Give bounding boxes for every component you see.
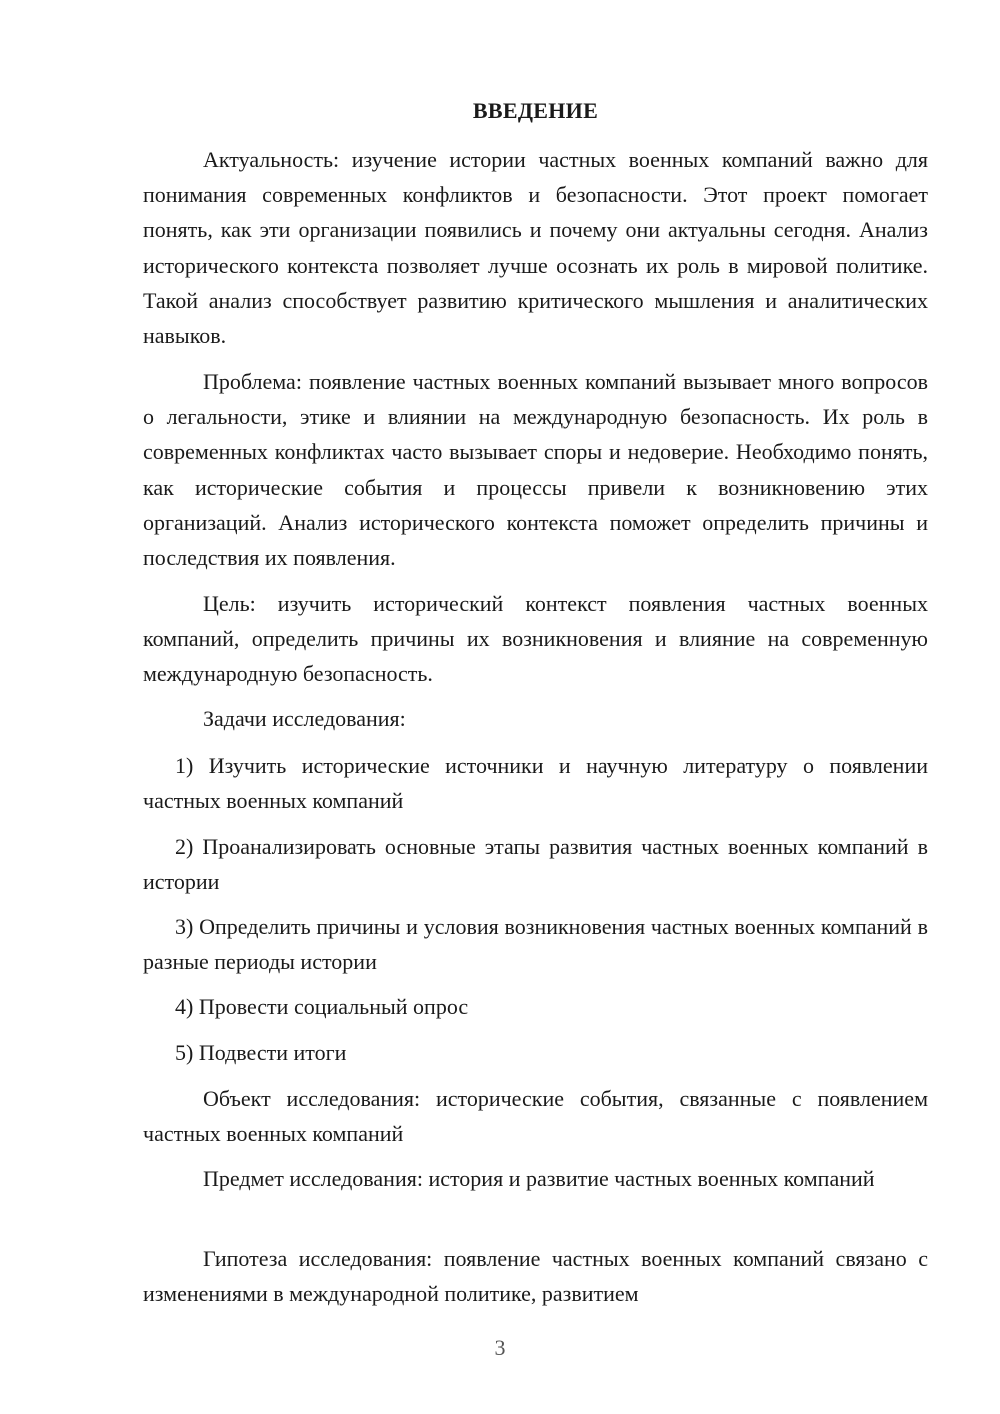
task-item-5: 5) Подвести итоги: [175, 1040, 347, 1065]
section-heading: ВВЕДЕНИЕ: [472, 98, 599, 123]
paragraph-relevance: Актуальность: изучение истории частных военных компаний важно для понимания современных конфликтов и безопасности. Этот проект помогает понять, как эти организации появились и почему они актуальны сегодня. Анализ исторического контекста позволяет лучше осознать их роль в мировой политике. Такой анализ способствует развитию критического мышления и аналитических навыков.: [143, 147, 928, 349]
paragraph-goal: Цель: изучить исторический контекст появления частных военных компаний, определить причины их возникновения и влияние на современную международную безопасность.: [143, 591, 928, 687]
task-item-3: 3) Определить причины и условия возникновения частных военных компаний в разные периоды истории: [143, 914, 928, 975]
paragraph-tasks-heading: Задачи исследования:: [203, 706, 406, 731]
page-number: 3: [494, 1335, 506, 1360]
paragraph-subject: Предмет исследования: история и развитие частных военных компаний: [203, 1166, 875, 1191]
task-item-2: 2) Проанализировать основные этапы развития частных военных компаний в истории: [143, 834, 928, 895]
paragraph-problem: Проблема: появление частных военных компаний вызывает много вопросов о легальности, этике и влиянии на международную безопасность. Их роль в современных конфликтах часто вызывает споры и недоверие. Необходимо понять, как исторические события и процессы привели к возникновению этих организаций. Анализ исторического контекста поможет определить причины и последствия их появления.: [143, 369, 928, 571]
paragraph-object: Объект исследования: исторические события, связанные с появлением частных военных компаний: [143, 1086, 928, 1147]
paragraph-hypothesis: Гипотеза исследования: появление частных военных компаний связано с изменениями в международной политике, развитием: [143, 1246, 928, 1307]
task-item-1: 1) Изучить исторические источники и научную литературу о появлении частных военных компаний: [143, 753, 928, 814]
task-item-4: 4) Провести социальный опрос: [175, 994, 469, 1019]
